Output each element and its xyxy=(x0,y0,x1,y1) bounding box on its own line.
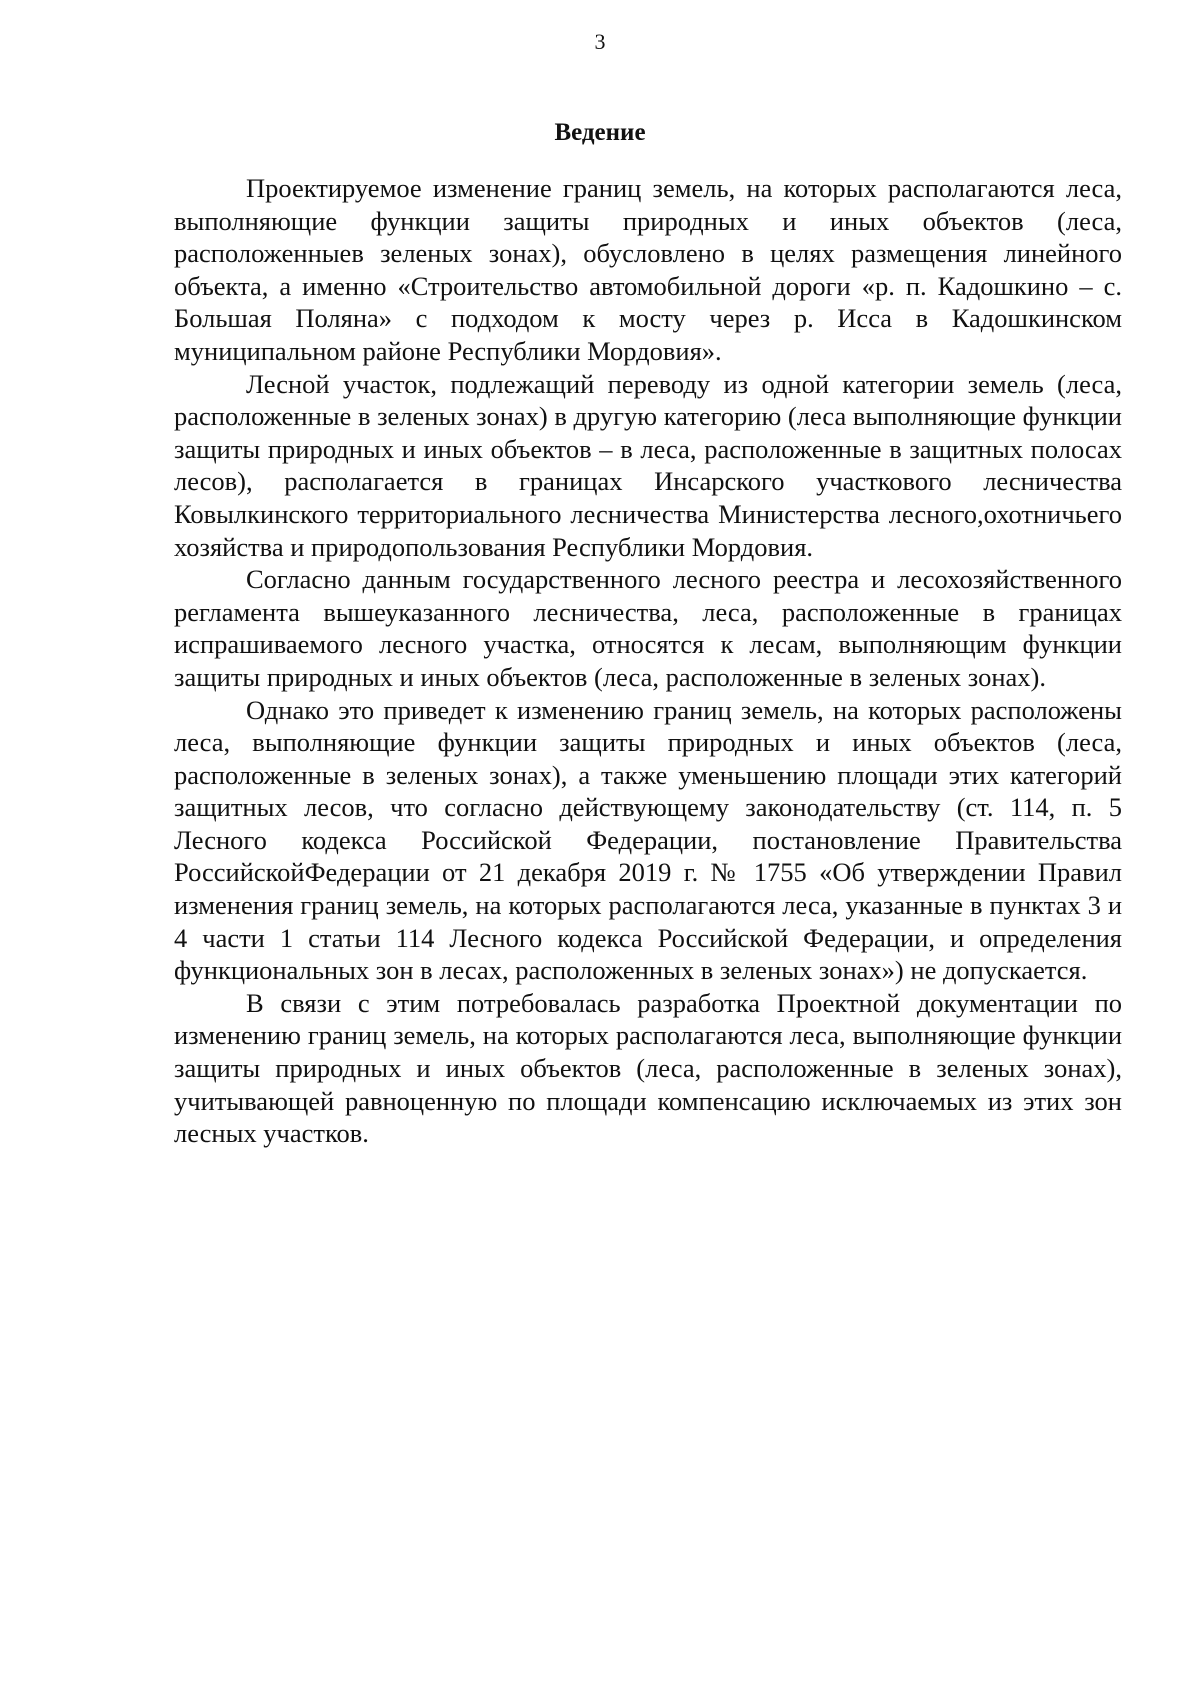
section-heading: Ведение xyxy=(554,119,646,146)
paragraph: Проектируемое изменение границ земель, на которых располагаются леса, выполняющие функции защиты природных и иных объектов (леса, расположенныев зеленых зонах), обусловлено в целях размещения линейного объекта, а именно «Строительство автомобильной дороги «р. п. Кадошкино – с. Большая Поляна» с подходом к мосту через р. Исса в Кадошкинском муниципальном районе Республики Мордовия». xyxy=(174,173,1122,366)
paragraph: Согласно данным государственного лесного реестра и лесохозяйственного регламента вышеуказанного лесничества, леса, расположенные в границах испрашиваемого лесного участка, относятся к лесам, выполняющим функции защиты природных и иных объектов (леса, расположенные в зеленых зонах). xyxy=(174,564,1122,692)
page-number: 3 xyxy=(594,29,606,54)
document-body xyxy=(174,172,1122,1150)
paragraph: Однако это приведет к изменению границ земель, на которых расположены леса, выполняющие функции защиты природных и иных объектов (леса, расположенные в зеленых зонах), а также уменьшению площади этих категорий защитных лесов, что согласно действующему законодательству (ст. 114, п. 5 Лесного кодекса Российской Федерации, постановление Правительства РоссийскойФедерации от 21 декабря 2019 г. № 1755 «Об утверждении Правил изменения границ земель, на которых располагаются леса, указанные в пунктах 3 и 4 части 1 статьи 114 Лесного кодекса Российской Федерации, и определения функциональных зон в лесах, расположенных в зеленых зонах») не допускается. xyxy=(174,694,1122,986)
paragraph: Лесной участок, подлежащий переводу из одной категории земель (леса, расположенные в зеленых зонах) в другую категорию (леса выполняющие функции защиты природных и иных объектов – в леса, расположенные в защитных полосах лесов), располагается в границах Инсарского участкового лесничества Ковылкинского территориального лесничества Министерства лесного,охотничьего хозяйства и природопользования Республики Мордовия. xyxy=(174,368,1122,562)
paragraph: В связи с этим потребовалась разработка Проектной документации по изменению границ земель, на которых располагаются леса, выполняющие функции защиты природных и иных объектов (леса, расположенные в зеленых зонах), учитывающей равноценную по площади компенсацию исключаемых из этих зон лесных участков. xyxy=(174,987,1122,1149)
